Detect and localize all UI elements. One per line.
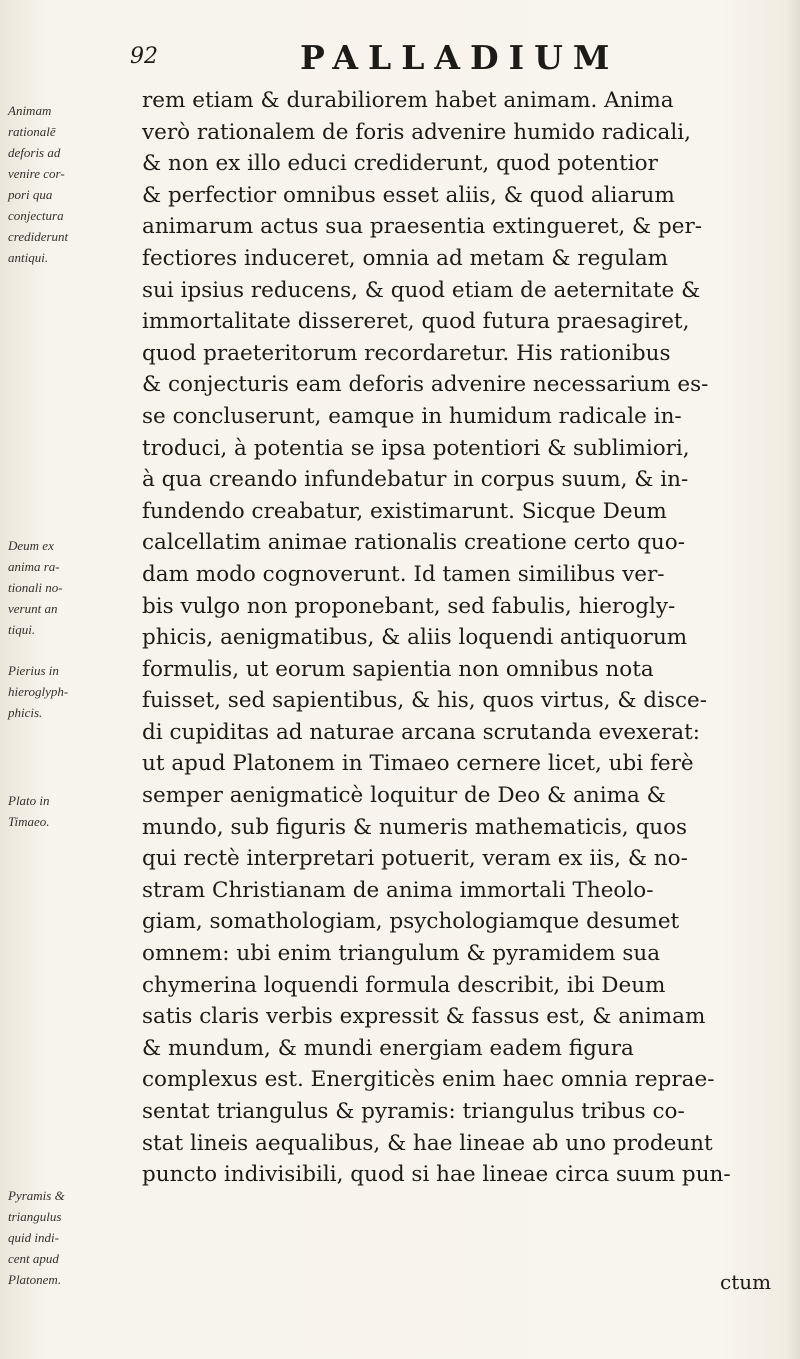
text-line: stat lineis aequalibus, & hae lineae ab uno prodeunt (142, 1130, 713, 1156)
text-line: à qua creando infundebatur in corpus suum, & in- (142, 467, 689, 493)
margin-note-line: hieroglyph- (8, 684, 69, 699)
margin-note-line: antiqui. (8, 250, 49, 265)
margin-note-line: triangulus (8, 1209, 62, 1224)
margin-note-line: Plato in (8, 793, 50, 808)
margin-note-line: Timaeo. (8, 814, 50, 829)
margin-note-line: conjectura (8, 208, 64, 223)
margin-note-line: Pierius in (8, 663, 59, 678)
page-edge-shadow (786, 0, 800, 1359)
margin-note-line: Platonem. (8, 1272, 62, 1287)
text-line: complexus est. Energiticès enim haec omnia reprae- (142, 1067, 715, 1093)
text-line: & conjecturis eam deforis advenire necessarium es- (142, 372, 709, 398)
margin-note-line: Deum ex (8, 538, 54, 553)
text-line: puncto indivisibili, quod si hae lineae circa suum pun- (142, 1162, 731, 1188)
text-line: di cupiditas ad naturae arcana scrutanda evexerat: (142, 719, 700, 745)
text-line: & non ex illo educi crediderunt, quod potentior (142, 151, 658, 177)
text-line: sentat triangulus & pyramis: triangulus tribus co- (142, 1099, 685, 1124)
page-header (130, 34, 770, 84)
text-line: omnem: ubi enim triangulum & pyramidem sua (142, 941, 661, 967)
margin-note (8, 535, 124, 640)
running-title: PALLADIUM (300, 38, 620, 77)
page-number: 92 (130, 44, 158, 69)
text-line: chymerina loquendi formula describit, ibi Deum (142, 972, 666, 998)
margin-note-line: phicis. (8, 705, 43, 720)
text-line: calcellatim animae rationalis creatione certo quo- (142, 530, 685, 556)
text-line: phicis, aenigmatibus, & aliis loquendi antiquorum (142, 625, 688, 651)
text-line: semper aenigmaticè loquitur de Deo & anima & (142, 783, 666, 809)
margin-note (8, 100, 124, 268)
margin-note (8, 1185, 124, 1290)
text-line: & mundum, & mundi energiam eadem figura (142, 1035, 634, 1061)
margin-note-line: tionali no- (8, 580, 63, 595)
text-line: satis claris verbis expressit & fassus est, & animam (142, 1004, 706, 1030)
text-line: dam modo cognoverunt. Id tamen similibus ver- (142, 561, 665, 587)
text-line: sui ipsius reducens, & quod etiam de aeternitate & (142, 277, 701, 303)
text-line: fectiores induceret, omnia ad metam & regulam (142, 245, 669, 271)
text-line: mundo, sub figuris & numeris mathematicis, quos (142, 814, 688, 840)
text-line: ut apud Platonem in Timaeo cernere licet, ubi ferè (142, 751, 694, 777)
margin-note-line: venire cor- (8, 166, 65, 181)
text-line: troduci, à potentia se ipsa potentiori & sublimiori, (142, 435, 690, 461)
margin-note (8, 660, 124, 723)
text-line: giam, somathologiam, psychologiamque desumet (142, 909, 680, 935)
text-line: verò rationalem de foris advenire humido radicali, (142, 119, 691, 145)
text-line: bis vulgo non proponebant, sed fabulis, hierogly- (142, 593, 676, 619)
catchword: ctum (720, 1270, 772, 1294)
margin-note-line: anima ra- (8, 559, 60, 574)
text-line: formulis, ut eorum sapientia non omnibus nota (142, 656, 654, 682)
margin-note-line: pori qua (8, 187, 53, 202)
text-line: animarum actus sua praesentia extingueret, & per- (142, 214, 703, 240)
body-text (142, 85, 782, 1191)
margin-note-line: quid indi- (8, 1230, 59, 1245)
margin-notes (4, 0, 122, 1359)
margin-note-line: crediderunt (8, 229, 69, 244)
margin-note-line: cent apud (8, 1251, 59, 1266)
margin-note-line: deforis ad (8, 145, 61, 160)
text-line: rem etiam & durabiliorem habet animam. Anima (142, 88, 674, 113)
text-line: stram Christianam de anima immortali Theolo- (142, 877, 654, 903)
margin-note-line: rationalē (8, 124, 56, 139)
margin-note (8, 790, 124, 832)
margin-note-line: Pyramis & (8, 1188, 65, 1203)
margin-note-line: Animam (8, 103, 52, 118)
margin-note-line: tiqui. (8, 622, 36, 637)
text-line: quod praeteritorum recordaretur. His rationibus (142, 340, 671, 366)
text-line: immortalitate dissereret, quod futura praesagiret, (142, 309, 690, 335)
text-line: fuisset, sed sapientibus, & his, quos virtus, & disce- (142, 688, 708, 714)
text-line: se concluserunt, eamque in humidum radicale in- (142, 403, 682, 429)
text-line: & perfectior omnibus esset aliis, & quod aliarum (142, 182, 675, 208)
margin-note-line: verunt an (8, 601, 58, 616)
text-line: qui rectè interpretari potuerit, veram ex iis, & no- (142, 846, 688, 872)
text-line: fundendo creabatur, existimarunt. Sicque Deum (142, 498, 667, 524)
